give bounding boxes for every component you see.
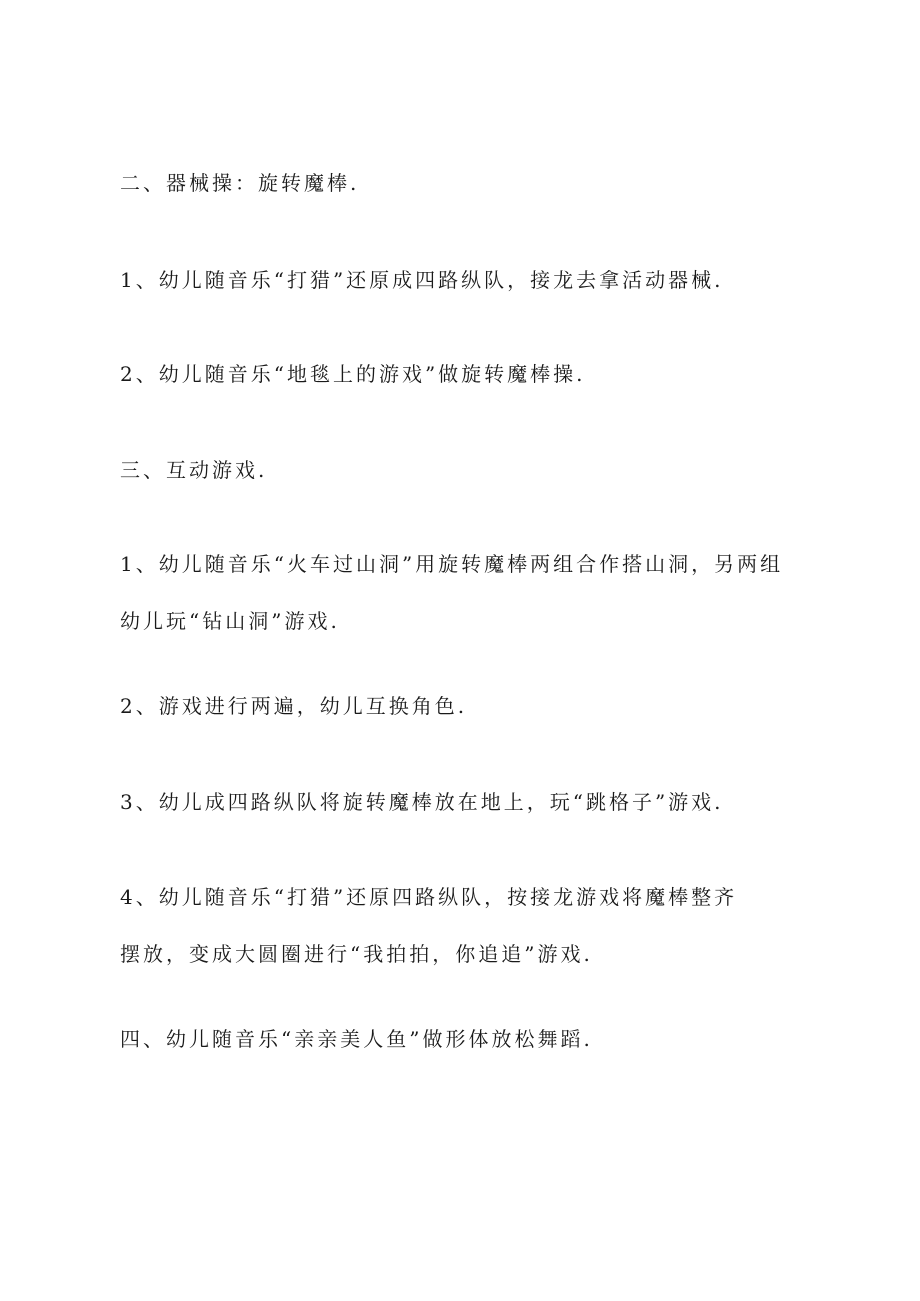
text-line: 2、游戏进行两遍，幼儿互换角色. [120, 694, 468, 718]
text-line: 2、幼儿随音乐“地毯上的游戏”做旋转魔棒操. [120, 362, 586, 386]
text-line: 1、幼儿随音乐“打猎”还原成四路纵队，接龙去拿活动器械. [120, 268, 724, 292]
step-paragraph [120, 688, 810, 725]
step-paragraph [120, 879, 810, 973]
step-paragraph [120, 262, 810, 299]
text-line: 幼儿玩“钻山洞”游戏. [120, 609, 340, 633]
section-heading-equipment-exercise [120, 165, 810, 202]
section-heading-interactive-game [120, 452, 810, 489]
step-paragraph [120, 356, 810, 393]
step-paragraph [120, 546, 810, 640]
text-line: 四、幼儿随音乐“亲亲美人鱼”做形体放松舞蹈. [120, 1027, 593, 1051]
text-line: 3、幼儿成四路纵队将旋转魔棒放在地上，玩“跳格子”游戏. [120, 790, 724, 814]
text-line: 二、器械操：旋转魔棒. [120, 171, 360, 195]
text-line: 4、幼儿随音乐“打猎”还原四路纵队，按接龙游戏将魔棒整齐 [120, 885, 738, 909]
section-heading-relaxation-dance [120, 1021, 810, 1058]
text-line: 1、幼儿随音乐“火车过山洞”用旋转魔棒两组合作搭山洞，另两组 [120, 552, 784, 576]
step-paragraph [120, 784, 810, 821]
text-line: 摆放，变成大圆圈进行“我拍拍，你追追”游戏. [120, 942, 593, 966]
text-line: 三、互动游戏. [120, 458, 268, 482]
